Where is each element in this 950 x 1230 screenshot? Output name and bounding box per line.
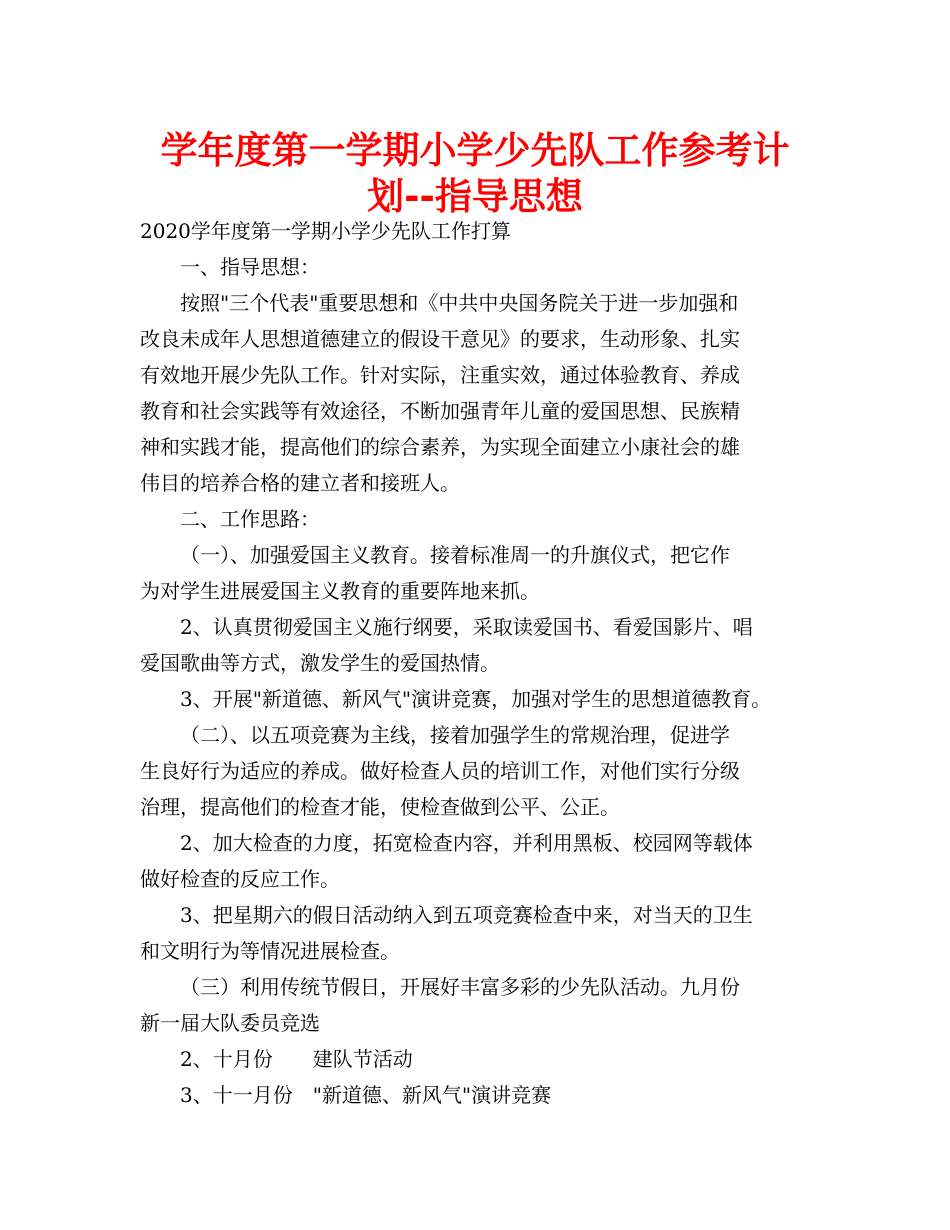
paragraph-line: 2、加大检查的力度，拓宽检查内容，并利用黑板、校园网等载体: [180, 831, 753, 855]
paragraph-line: 神和实践才能，提高他们的综合素养，为实现全面建立小康社会的雄: [140, 435, 740, 459]
paragraph-line: 为对学生进展爱国主义教育的重要阵地来抓。: [140, 579, 540, 603]
paragraph-line: 按照"三个代表"重要思想和《中共中央国务院关于进一步加强和: [180, 291, 739, 315]
paragraph-line: 伟目的培养合格的建立者和接班人。: [140, 471, 460, 495]
paragraph-line: 2020学年度第一学期小学少先队工作打算: [140, 219, 511, 243]
document-title-line-2: 划--指导思想: [367, 175, 583, 218]
paragraph-line: 和文明行为等情况进展检查。: [140, 939, 400, 963]
paragraph-line: 治理，提高他们的检查才能，使检查做到公平、公正。: [140, 795, 620, 819]
paragraph-line: 爱国歌曲等方式，激发学生的爱国热情。: [140, 651, 500, 675]
paragraph-line: （二）、以五项竞赛为主线，接着加强学生的常规治理，促进学: [180, 723, 730, 747]
paragraph-line: 3、开展"新道德、新风气"演讲竞赛，加强对学生的思想道德教育。: [180, 687, 772, 711]
paragraph-line: 3、十一月份 "新道德、新风气"演讲竞赛: [180, 1083, 552, 1107]
paragraph-line: 改良未成年人思想道德建立的假设干意见》的要求，生动形象、扎实: [140, 327, 740, 351]
paragraph-line: 2、十月份 建队节活动: [180, 1047, 413, 1071]
paragraph-line: 新一届大队委员竞选: [140, 1011, 320, 1035]
paragraph-line: 生良好行为适应的养成。做好检查人员的培训工作，对他们实行分级: [140, 759, 740, 783]
paragraph-line: 一、指导思想：: [180, 255, 320, 279]
paragraph-line: （三）利用传统节假日，开展好丰富多彩的少先队活动。九月份: [180, 975, 740, 999]
paragraph-line: 二、工作思路：: [180, 507, 320, 531]
paragraph-line: 做好检查的反应工作。: [140, 867, 340, 891]
paragraph-line: 教育和社会实践等有效途径，不断加强青年儿童的爱国思想、民族精: [140, 399, 740, 423]
paragraph-line: 2、认真贯彻爱国主义施行纲要，采取读爱国书、看爱国影片、唱: [180, 615, 753, 639]
paragraph-line: 3、把星期六的假日活动纳入到五项竞赛检查中来，对当天的卫生: [180, 903, 753, 927]
paragraph-line: （一）、加强爱国主义教育。接着标准周一的升旗仪式，把它作: [180, 543, 730, 567]
document-title-line-1: 学年度第一学期小学少先队工作参考计: [160, 129, 790, 172]
paragraph-line: 有效地开展少先队工作。针对实际，注重实效，通过体验教育、养成: [140, 363, 740, 387]
